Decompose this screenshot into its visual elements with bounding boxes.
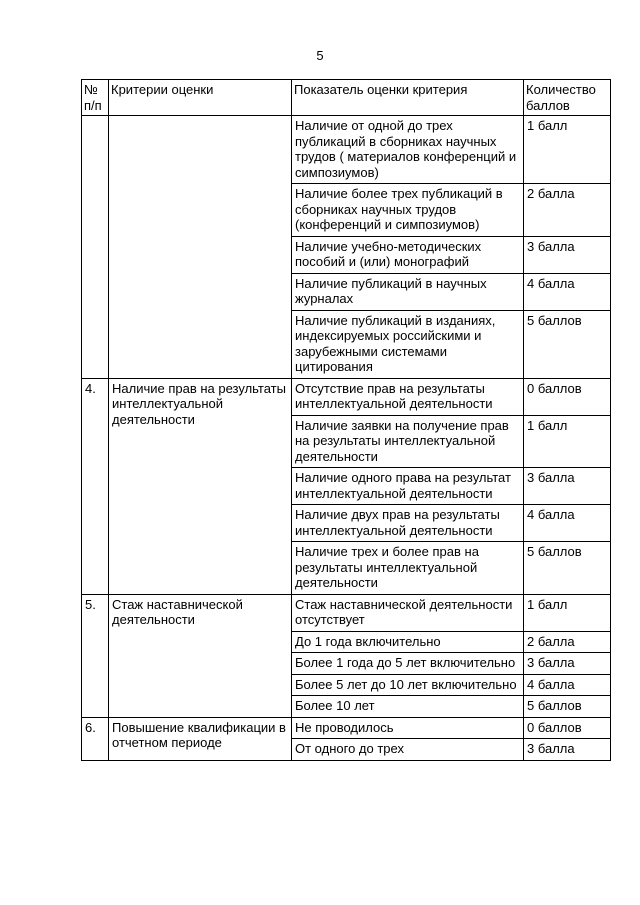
indicator-cell: Наличие учебно-методических пособий и (или) монографий [292,236,524,273]
points-cell: 3 балла [524,739,611,761]
points-cell: 1 балл [524,116,611,184]
indicator-cell: Наличие двух прав на результаты интеллектуальной деятельности [292,505,524,542]
indicator-cell: Наличие трех и более прав на результаты интеллектуальной деятельности [292,542,524,595]
indicator-cell: От одного до трех [292,739,524,761]
criterion-name: Наличие прав на результаты интеллектуальной деятельности [109,378,292,594]
points-cell: 3 балла [524,236,611,273]
points-cell: 4 балла [524,505,611,542]
points-cell: 3 балла [524,653,611,675]
points-cell: 4 балла [524,674,611,696]
points-cell: 5 баллов [524,696,611,718]
points-cell: 1 балл [524,415,611,468]
indicator-cell: Стаж наставнической деятельности отсутствует [292,594,524,631]
indicator-cell: Более 1 года до 5 лет включительно [292,653,524,675]
table-row [82,717,611,739]
indicator-cell: Наличие публикаций в изданиях, индексируемых российскими и зарубежными системами цитирования [292,310,524,378]
points-cell: 2 балла [524,631,611,653]
criteria-table [81,79,611,761]
criterion-name: Стаж наставнической деятельности [109,594,292,717]
table-body [82,116,611,761]
criterion-number [82,116,109,379]
indicator-cell: Наличие от одной до трех публикаций в сборниках научных трудов ( материалов конференций и симпозиумов) [292,116,524,184]
indicator-cell: Наличие публикаций в научных журналах [292,273,524,310]
points-cell: 0 баллов [524,717,611,739]
indicator-cell: Отсутствие прав на результаты интеллектуальной деятельности [292,378,524,415]
table-header [82,80,611,116]
page-number: 5 [316,48,324,63]
table-row [82,378,611,415]
table-row [82,116,611,184]
indicator-cell: Наличие заявки на получение прав на результаты интеллектуальной деятельности [292,415,524,468]
indicator-cell: Наличие одного права на результат интеллектуальной деятельности [292,468,524,505]
criterion-number: 5. [82,594,109,717]
points-cell: 5 баллов [524,310,611,378]
points-cell: 0 баллов [524,378,611,415]
points-cell: 2 балла [524,184,611,237]
points-cell: 4 балла [524,273,611,310]
indicator-cell: Более 10 лет [292,696,524,718]
points-cell: 1 балл [524,594,611,631]
header-criteria: Критерии оценки [109,80,292,116]
header-number: № п/п [82,80,109,116]
header-points: Количество баллов [524,80,611,116]
criterion-name: Повышение квалификации в отчетном периоде [109,717,292,760]
header-indicator: Показатель оценки критерия [292,80,524,116]
points-cell: 3 балла [524,468,611,505]
criterion-number: 6. [82,717,109,760]
points-cell: 5 баллов [524,542,611,595]
indicator-cell: До 1 года включительно [292,631,524,653]
indicator-cell: Не проводилось [292,717,524,739]
table-row [82,594,611,631]
criterion-name [109,116,292,379]
criterion-number: 4. [82,378,109,594]
indicator-cell: Наличие более трех публикаций в сборниках научных трудов (конференций и симпозиумов) [292,184,524,237]
indicator-cell: Более 5 лет до 10 лет включительно [292,674,524,696]
